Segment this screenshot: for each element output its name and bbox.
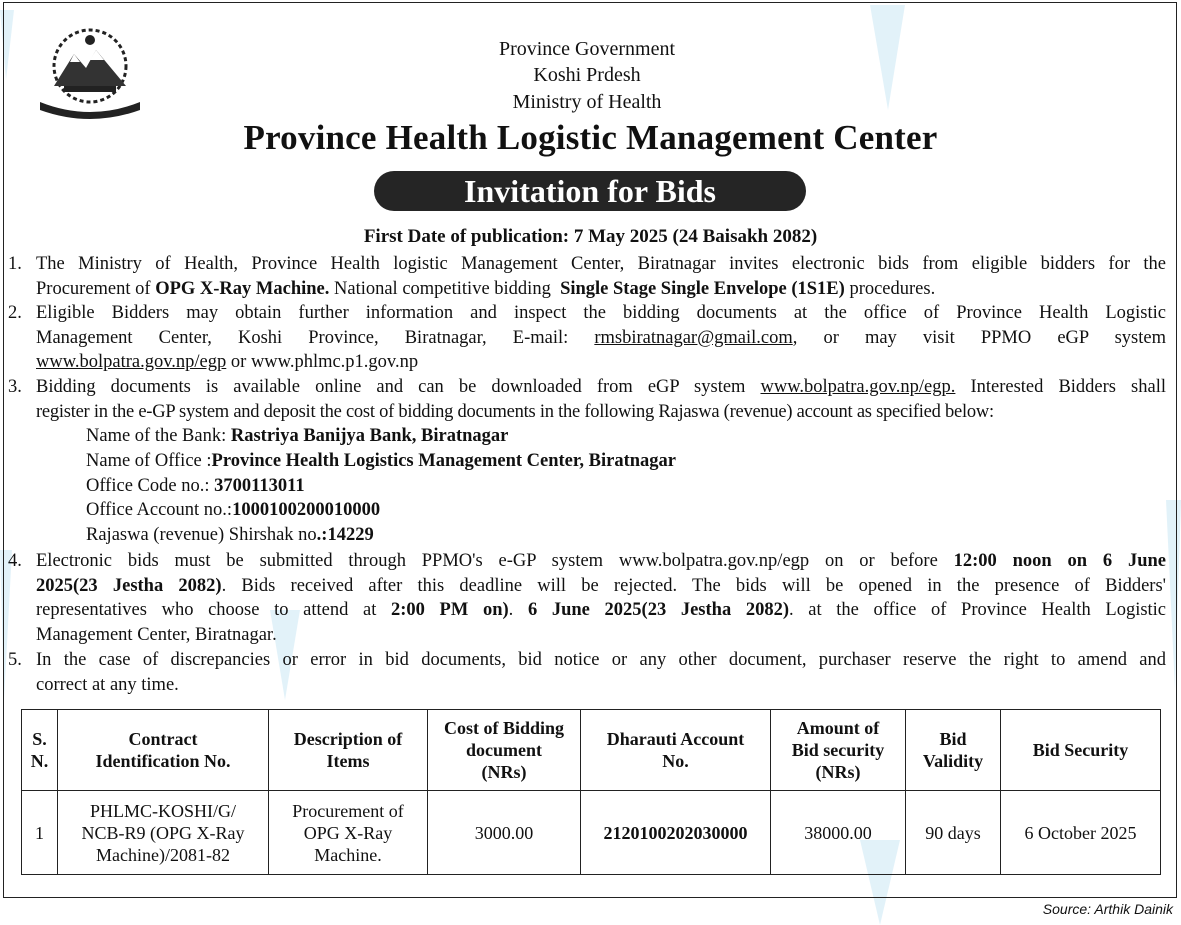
cell-cost: 3000.00 xyxy=(428,791,581,875)
bank-label: Name of the Bank: xyxy=(86,426,231,446)
header-security: Bid Security xyxy=(1001,710,1161,791)
paragraph-2 xyxy=(8,301,1166,375)
opening-time: 2:00 PM on) xyxy=(391,600,509,620)
invitation-banner: Invitation for Bids xyxy=(374,171,806,211)
paragraph-text: , or may visit PPMO eGP system xyxy=(792,327,1166,348)
paragraph-text: . xyxy=(508,600,528,620)
paragraph-line: In the case of discrepancies or error in bid documents, bid notice or any other document, purchaser reserve the right to amend and xyxy=(36,650,1166,670)
paragraph-text: National competitive bidding xyxy=(329,278,561,299)
paragraph-number: 4. xyxy=(8,551,22,571)
header-description: Description of Items xyxy=(269,710,428,791)
paragraph-text: . at the office of Province Health Logistic xyxy=(789,600,1167,620)
paragraph-line: register in the e-GP system and deposit the cost of bidding documents in the following Rajaswa (revenue) account as specified below: xyxy=(36,401,994,422)
paragraph-text: Management Center, Koshi Province, Biratnagar, E-mail: xyxy=(36,327,595,348)
center-name-heading: Province Health Logistic Management Center xyxy=(243,118,938,157)
cell-validity: 90 days xyxy=(906,791,1001,875)
cell-amount: 38000.00 xyxy=(771,791,906,875)
opening-date: 6 June 2025(23 Jestha 2082) xyxy=(527,600,790,620)
procedure-type: Single Stage Single Envelope (1S1E) xyxy=(560,278,845,299)
cell-sn: 1 xyxy=(22,791,58,875)
gov-line-3: Ministry of Health xyxy=(512,91,662,113)
paragraph-text: Bidding documents is available online and can be downloaded from eGP system xyxy=(36,377,761,397)
bolpatra-link[interactable]: www.bolpatra.gov.np/egp. xyxy=(760,377,956,397)
bank-label: Office Code no.: xyxy=(86,476,215,496)
bank-value: Province Health Logistics Management Center, Biratnagar xyxy=(211,451,677,471)
bank-value: 3700113011 xyxy=(214,476,305,496)
paragraph-number: 5. xyxy=(8,650,22,670)
deadline-time: 12:00 noon on 6 June xyxy=(953,551,1166,571)
bid-details-table xyxy=(21,709,1161,875)
table-row xyxy=(22,791,1161,875)
header-dharauti: Dharauti Account No. xyxy=(581,710,771,791)
header-validity: Bid Validity xyxy=(906,710,1001,791)
paragraph-line: Eligible Bidders may obtain further information and inspect the bidding documents at the office of Province Health Logistic xyxy=(36,303,1166,323)
paragraph-text: Electronic bids must be submitted through PPMO's e-GP system www.bolpatra.gov.np/egp on or before xyxy=(36,551,954,571)
paragraph-line: Management Center, Biratnagar. xyxy=(36,624,277,645)
header-amount: Amount of Bid security (NRs) xyxy=(771,710,906,791)
bank-label: Office Account no.: xyxy=(86,500,233,520)
header-sn: S. N. xyxy=(22,710,58,791)
paragraph-text: representatives who choose to attend at xyxy=(36,600,391,620)
bank-value: .:14229 xyxy=(316,525,374,545)
paragraph-3 xyxy=(8,375,1166,424)
email-link[interactable]: rmsbiratnagar@gmail.com xyxy=(594,327,793,348)
table-header-row xyxy=(22,710,1161,791)
paragraph-line: The Ministry of Health, Province Health logistic Management Center, Biratnagar invites electronic bids from eligible bidders for the xyxy=(36,254,1166,274)
cell-security: 6 October 2025 xyxy=(1001,791,1161,875)
publication-date: First Date of publication: 7 May 2025 (24 Baisakh 2082) xyxy=(363,226,818,247)
header-cost: Cost of Bidding document (NRs) xyxy=(428,710,581,791)
cell-contract: PHLMC-KOSHI/G/ NCB-R9 (OPG X-Ray Machine)/2081-82 xyxy=(58,791,269,875)
paragraph-text: procedures. xyxy=(844,278,936,299)
egp-link[interactable]: www.bolpatra.gov.np/egp xyxy=(36,352,227,372)
gov-line-1: Province Government xyxy=(498,38,676,60)
paragraph-line: correct at any time. xyxy=(36,674,179,695)
paragraph-4 xyxy=(8,549,1166,647)
office-code-row xyxy=(86,474,305,499)
deadline-date: 2025(23 Jestha 2082) xyxy=(36,575,222,596)
bank-value: 1000100200010000 xyxy=(232,500,381,520)
paragraph-text: . Bids received after this deadline will be rejected. The bids will be opened in the presence of Bidders' xyxy=(221,575,1167,596)
paragraph-text: Interested Bidders shall xyxy=(955,377,1166,397)
cell-dharauti: 2120100202030000 xyxy=(581,791,771,875)
paragraph-5 xyxy=(8,648,1166,697)
cell-description: Procurement of OPG X-Ray Machine. xyxy=(269,791,428,875)
gov-line-2: Koshi Prdesh xyxy=(533,64,641,86)
office-account-row xyxy=(86,498,380,523)
paragraph-text: or www.phlmc.p1.gov.np xyxy=(226,352,419,372)
paragraph-text: Procurement of xyxy=(36,278,156,299)
header-contract: Contract Identification No. xyxy=(58,710,269,791)
paragraph-1 xyxy=(8,252,1166,301)
paragraph-number: 1. xyxy=(8,254,22,274)
bank-label: Rajaswa (revenue) Shirshak no xyxy=(86,525,317,545)
paragraph-number: 2. xyxy=(8,303,22,323)
shirshak-row xyxy=(86,523,374,548)
office-name-row xyxy=(86,449,676,474)
paragraph-number: 3. xyxy=(8,377,22,397)
item-name: OPG X-Ray Machine. xyxy=(155,278,330,299)
bank-label: Name of Office : xyxy=(86,451,212,471)
bank-value: Rastriya Banijya Bank, Biratnagar xyxy=(230,426,509,446)
bank-name-row xyxy=(86,424,508,449)
source-credit: Source: Arthik Dainik xyxy=(1042,901,1173,917)
